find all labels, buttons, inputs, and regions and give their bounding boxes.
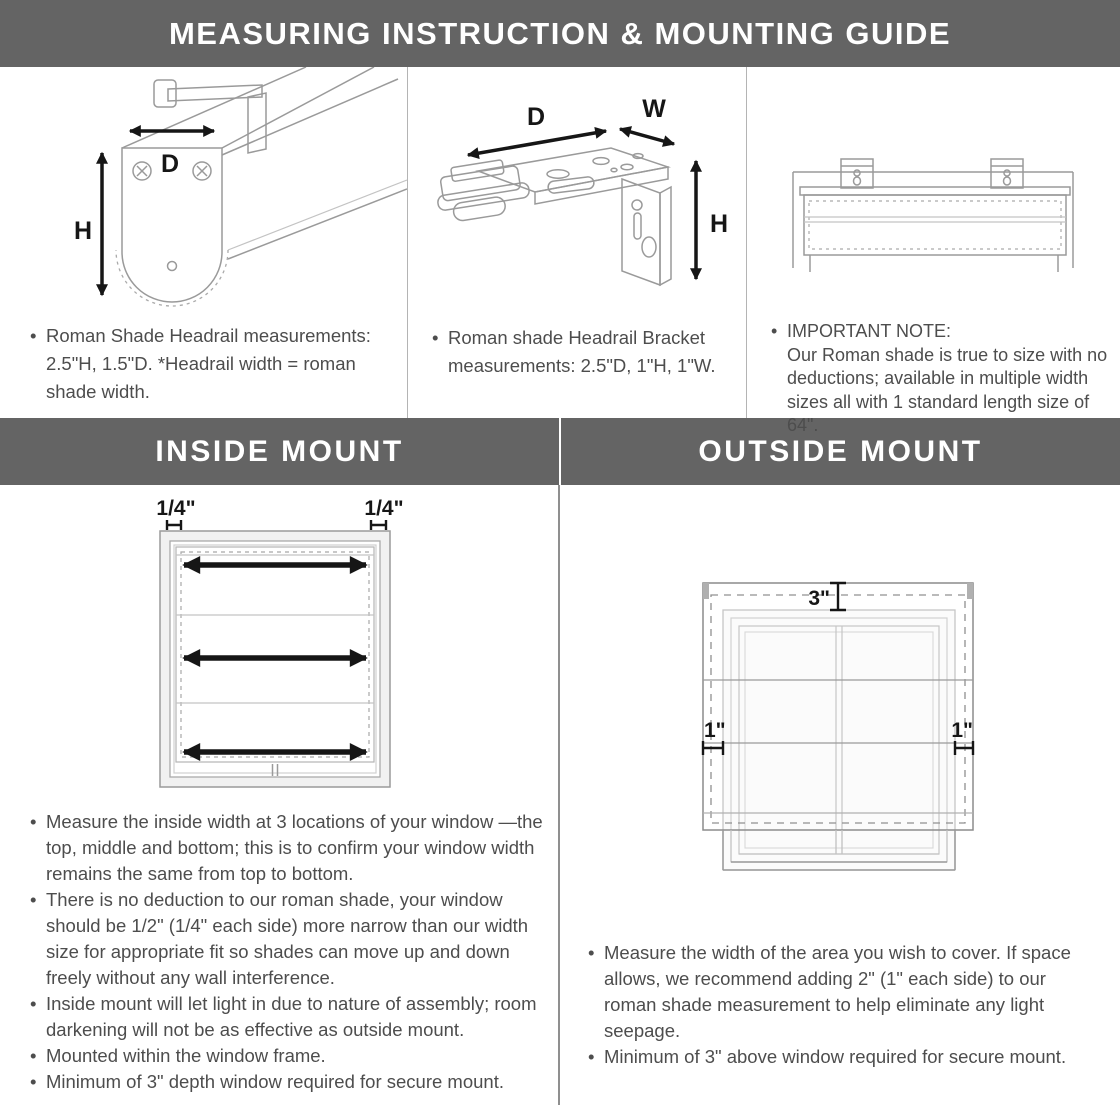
list-item [588,1044,1096,1070]
inside-mount-diagram-icon [0,485,558,803]
side-left-label: 1" [704,719,726,742]
bullet-marker: • [588,1046,595,1067]
outside-mount-title: OUTSIDE MOUNT [698,434,983,468]
page-title: MEASURING INSTRUCTION & MOUNTING GUIDE [168,15,952,51]
list-item [30,887,554,991]
list-item [771,320,1111,438]
panel-headrail [0,67,408,418]
bullet-marker: • [30,1045,37,1066]
list-item [30,991,554,1043]
panel-important-note [747,67,1119,435]
bracket-note [408,312,746,380]
headrail-note [0,312,407,406]
bullet-marker: • [30,993,37,1014]
bullet-marker: • [771,321,778,341]
inside-mount-header [0,418,559,485]
outside-mount-section [560,485,1118,1120]
important-note-body: Our Roman shade is true to size with no deductions; available in multiple width sizes all with 1 standard length size of 64". [787,344,1108,435]
top-offset-label: 3" [808,587,830,610]
bullet-marker: • [30,811,37,832]
list-item [30,1043,554,1069]
headrail-depth-label: D [160,150,180,178]
bracket-diagram-icon [408,67,746,312]
outside-mount-diagram-icon [560,485,1118,940]
side-right-label: 1" [951,719,973,742]
inside-mount-title: INSIDE MOUNT [155,434,404,468]
bullet-text: Roman shade Headrail Bracket measurements: 2.5"D, 1"H, 1"W. [448,327,716,376]
bullet-marker: • [588,942,595,963]
bullet-text: Roman Shade Headrail measurements: 2.5"H, 1.5"D. *Headrail width = roman shade width. [46,325,371,402]
bracket-depth-label: D [526,103,546,131]
bullet-text: Measure the inside width at 3 locations of your window —the top, middle and bottom; this is to confirm your window width remains the same from top to bottom. [46,811,543,884]
header-bar [0,0,1120,67]
gap-left-label: 1/4" [156,497,196,520]
list-item [30,1069,554,1095]
bullet-text: Minimum of 3" above window required for secure mount. [604,1046,1067,1067]
top-section [0,67,1120,435]
mounted-shade-diagram-icon [747,67,1119,312]
bottom-section [0,485,1120,1120]
headrail-height-label: H [73,217,92,245]
bullet-text: There is no deduction to our roman shade, your window should be 1/2" (1/4" each side) more narrow than our width size for appropriate fit so shades can move up and down freely without any wall interference. [46,889,529,988]
bullet-marker: • [30,325,37,346]
panel-bracket [408,67,747,418]
bullet-text: Minimum of 3" depth window required for secure mount. [46,1071,504,1092]
list-item [432,324,728,380]
bullet-text: Inside mount will let light in due to nature of assembly; room darkening will not be as effective as outside mount. [46,993,537,1040]
bullet-text: Measure the width of the area you wish to cover. If space allows, we recommend adding 2" (1" each side) to our roman shade measurement to help eliminate any light seepage. [604,942,1071,1041]
important-note-title: IMPORTANT NOTE: [787,321,952,341]
bullet-marker: • [30,889,37,910]
bracket-height-label: H [710,210,729,238]
list-item [30,322,381,406]
list-item [30,809,554,887]
headrail-diagram-icon [0,67,407,312]
important-note [747,312,1119,438]
inside-mount-section [0,485,558,1120]
outside-mount-bullets [560,940,1118,1070]
bracket-width-label: W [642,95,666,123]
bullet-marker: • [432,327,439,348]
gap-right-label: 1/4" [364,497,404,520]
bullet-marker: • [30,1071,37,1092]
inside-mount-bullets [0,803,558,1095]
list-item [588,940,1096,1044]
bullet-text: Mounted within the window frame. [46,1045,326,1066]
